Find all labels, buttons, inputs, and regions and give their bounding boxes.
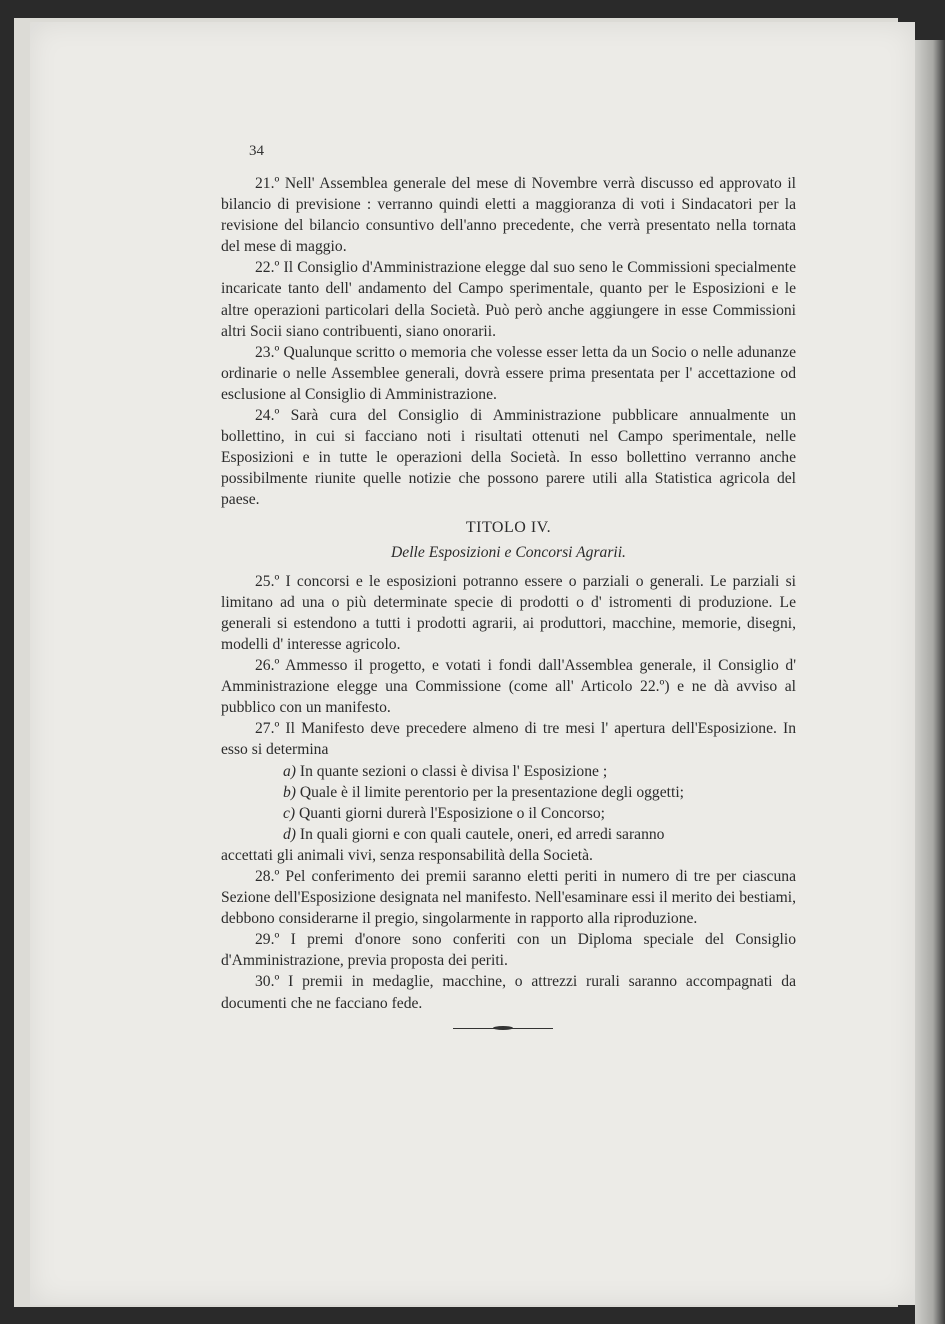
article-23: 23.º Qualunque scritto o memoria che volesse esser letta da un Socio o nelle adunanze ordinarie o nelle Assemblee generali, dovrà essere prima presentata per l' accettazione od esclusione al Consiglio di Amministrazione. [221,343,796,403]
next-page-edge [915,40,945,1324]
section-subtitle: Delle Esposizioni e Concorsi Agrarii. [391,543,626,561]
article-29: 29.º I premi d'onore sono conferiti con un Diploma speciale del Consiglio d'Amministrazione, previa proposta dei periti. [221,931,796,970]
list-item [221,803,796,824]
article-25: 25.º I concorsi e le esposizioni potranno essere o parziali o generali. Le parziali si limitano ad una o più determinate specie di prodotti o d' istromenti di produzione. Le generali si estendono a tutti i prodotti agrarii, ai produttori, macchine, memorie, disegni, modelli d' interesse agricolo. [221,572,796,653]
article-26: 26.º Ammesso il progetto, e votati i fondi dall'Assemblea generale, il Consiglio d' Amministrazione elegge una Commissione (come all' Articolo 22.º) e ne dà avviso al pubblico con un manifesto. [221,657,796,717]
article-27: 27.º Il Manifesto deve precedere almeno di tre mesi l' apertura dell'Esposizione. In esso si determina [221,720,796,759]
list-item-mark: d) [283,825,296,843]
section-title: TITOLO IV. [465,518,552,536]
list-item [221,761,796,782]
list-item-mark: c) [283,804,296,822]
list-item [221,782,796,803]
article-24: 24.º Sarà cura del Consiglio di Amministrazione pubblicare annualmente un bollettino, in cui si facciano noti i risultati ottenuti nel Campo sperimentale, nelle Esposizioni e in tutte le operazioni della Società. In esso bollettino verranno anche possibilmente riunite quelle notizie che possono parere utili alla Statistica agricola del paese. [221,407,796,509]
article-28: 28.º Pel conferimento dei premii saranno eletti periti in numero di tre per ciascuna Sezione dell'Esposizione designata nel manifesto. Nell'esaminare essi il merito dei bestiami, debbono considerarne il pregio, singolarmente in rapporto alla riproduzione. [221,868,796,928]
list-item-text: Quale è il limite perentorio per la presentazione degli oggetti; [299,783,684,801]
page-number: 34 [249,143,264,159]
list-item-continuation: accettati gli animali vivi, senza responsabilità della Società. [221,846,593,864]
list-item-text: Quanti giorni durerà l'Esposizione o il Concorso; [299,804,605,822]
article-30: 30.º I premii in medaglie, macchine, o attrezzi rurali saranno accompagnati da documenti che ne facciano fede. [221,973,796,1012]
text-block [221,146,796,1032]
list-item-text: In quante sezioni o classi è divisa l' Esposizione ; [299,762,608,780]
list-item [221,824,796,845]
end-ornament [453,1026,553,1032]
article-22: 22.º Il Consiglio d'Amministrazione elegge dal suo seno le Commissioni specialmente incaricate tanto dell' andamento del Campo sperimentale, quanto per le Esposizioni e le altre operazioni particolari della Società. Può però anche aggiungere in esse Commissioni altri Socii siano contribuenti, siano onorarii. [221,259,796,340]
article-21: 21.º Nell' Assemblea generale del mese di Novembre verrà discusso ed approvato il bilancio di previsione : verranno quindi eletti a maggioranza di voti i Sindacatori per la revisione del bilancio consuntivo dell'anno precedente, che verrà presentato nella tornata del mese di maggio. [221,175,796,256]
list-item-mark: b) [283,783,296,801]
list-item-mark: a) [283,762,296,780]
list-item-text: In quali giorni e con quali cautele, oneri, ed arredi saranno [299,825,665,843]
